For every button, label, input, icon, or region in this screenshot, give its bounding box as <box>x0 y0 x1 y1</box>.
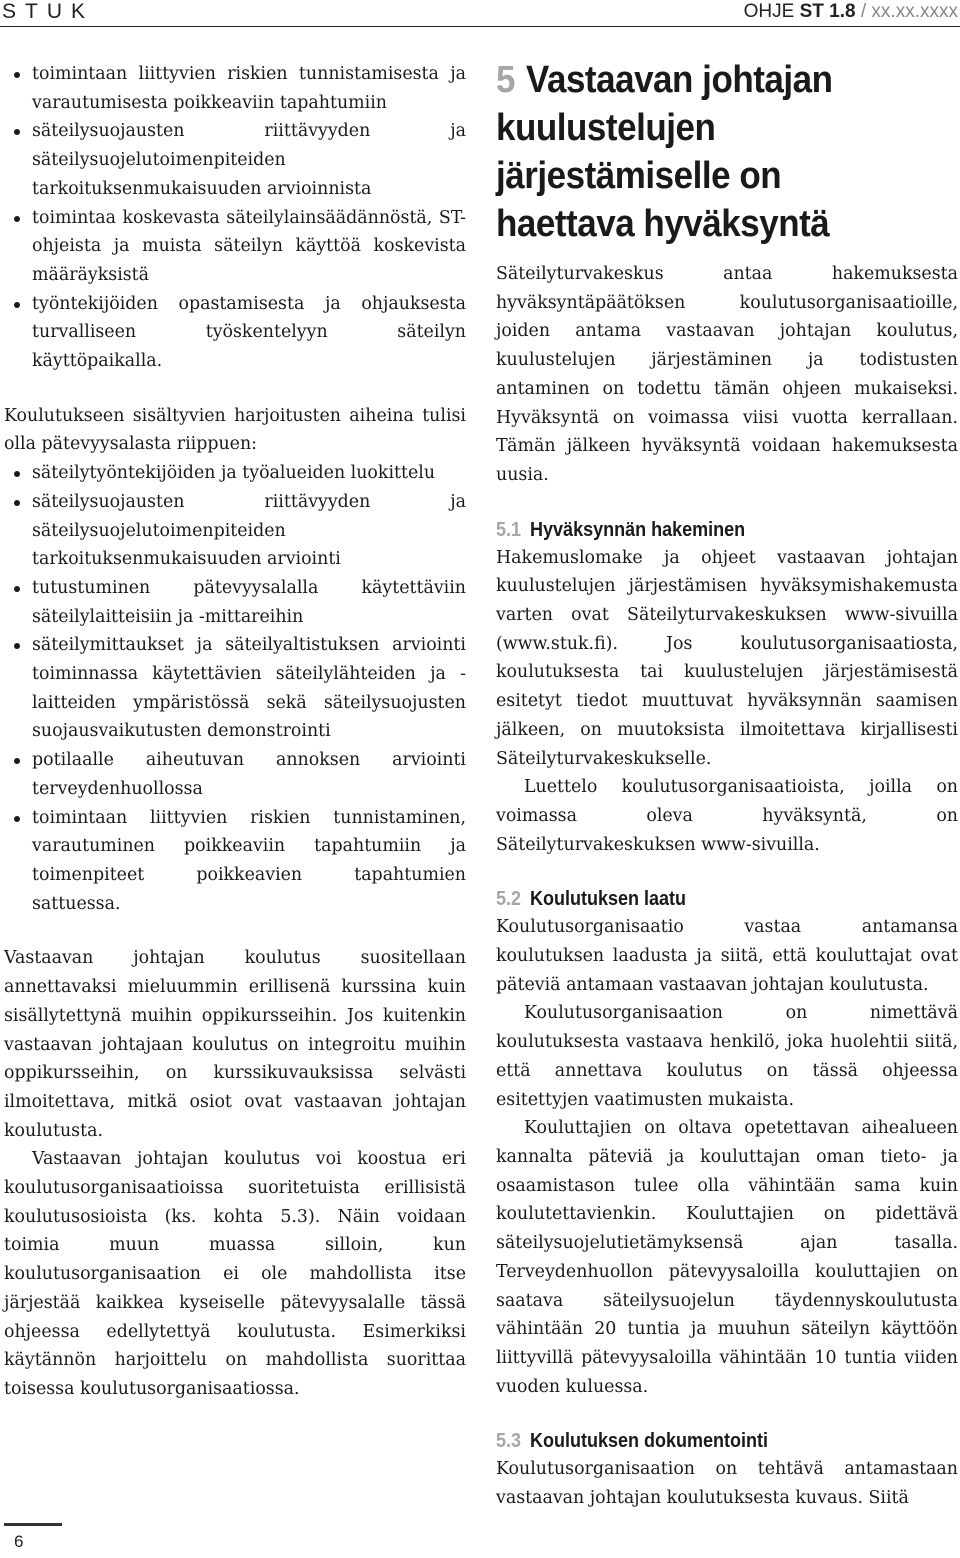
subsection-number: 5.2 <box>496 888 522 911</box>
subsection-title: Hyväksynnän hakeminen <box>530 518 746 541</box>
bullet-icon <box>14 500 20 506</box>
body-paragraph: Kouluttajien on oltava opetettavan aihealueen kannalta päteviä ja kouluttajan oman tieto- ja osaamistason tulee olla vähintään sama kuin koulutettavienkin. Kouluttajien on pidettävä säteilysuojelutietämyksensä ajan tasalla. Terveydenhuollon pätevyysaloilla kouluttajien on saatava säteilysuojelun täydennyskoulutusta vähintään 20 tuntia ja muuhun säteilyn käyttöön liittyvillä pätevyysaloilla vähintään 10 tuntia viiden vuoden kuluessa. <box>496 1118 958 1397</box>
body-paragraph: Vastaavan johtajan koulutus suositellaan annettavaksi mieluummin erillisenä kurssina kuin sisällytettynä muihin oppikursseihin. Jos kuitenkin vastaavan johtajaan koulutus on integroitu muihin oppikursseihin, on kurssikuvauksissa selvästi ilmoitettava, mitkä osiot ovat vastaavan johtajan koulutusta. <box>4 948 466 1141</box>
page-header <box>0 0 960 28</box>
bullet-icon <box>14 302 20 308</box>
bullet-icon <box>14 129 20 135</box>
right-column <box>496 60 958 1513</box>
body-paragraph: Luettelo koulutusorganisaatioista, joilla on voimassa oleva hyväksyntä, on Säteilyturvakeskuksen www-sivuilla. <box>496 777 958 855</box>
header-rule <box>0 26 960 27</box>
body-paragraph: Vastaavan johtajan koulutus voi koostua eri koulutusorganisaatioissa suoritetuista erillisistä koulutusosioista (ks. kohta 5.3). Näin voidaan toimia muun muassa silloin, kun koulutusorganisaation ei ole mahdollista itse järjestää kaikkea kyseiselle pätevyysalalle tässä ohjeessa edellytettyä koulutusta. Esimerkiksi käytännön harjoittelu on mahdollista suorittaa toisessa koulutusorganisaatiossa. <box>4 1149 466 1399</box>
exercises-intro: Koulutukseen sisältyvien harjoitusten aiheina tulisi olla pätevyysalasta riippuen: <box>4 405 466 455</box>
list-item: toimintaa koskevasta säteilylainsäädännöstä, ST-ohjeista ja muista säteilyn käyttöä koskevista määräyksistä <box>4 204 466 290</box>
bullet-icon <box>14 758 20 764</box>
bullet-icon <box>14 216 20 222</box>
body-paragraph: Koulutusorganisaation on nimettävä koulutuksesta vastaava henkilö, joka huolehtii siitä, että annettava koulutus on tässä ohjeessa esitettyjen vaatimusten mukaista. <box>496 1003 958 1110</box>
subsection-heading <box>496 1427 912 1455</box>
subsection-title: Koulutuksen laatu <box>530 888 687 911</box>
subsection-number: 5.3 <box>496 1430 522 1453</box>
list-item: tutustuminen pätevyysalalla käytettäviin säteilylaitteisiin ja -mittareihin <box>4 574 466 631</box>
page-number: 6 <box>14 1532 24 1551</box>
body-paragraph: Koulutusorganisaatio vastaa antamansa koulutuksen laadusta ja siitä, että kouluttajat ovat päteviä antamaan vastaavan johtajan koulutusta. <box>496 917 958 995</box>
body-paragraph: Hakemuslomake ja ohjeet vastaavan johtajan kuulustelujen järjestämisen hyväksymishakemusta varten ovat Säteilyturvakeskuksen www-sivuilla (www.stuk.fi). Jos koulutusorganisaatiosta, koulutuksesta tai kuulustelujen järjestämisestä esitetyt tiedot muuttuvat hyväksynnän saamisen jälkeen, on muutoksista ilmoitettava kirjallisesti Säteilyturvakeskukselle. <box>496 547 958 769</box>
guide-date: / xx.xx.xxxx <box>860 1 958 22</box>
bullet-icon <box>14 72 20 78</box>
subsection-heading <box>496 516 912 544</box>
list-item: toimintaan liittyvien riskien tunnistaminen, varautuminen poikkeaviin tapahtumiin ja toimenpiteet poikkeavien tapahtumien sattuessa. <box>4 804 466 919</box>
subsection-heading <box>496 885 912 913</box>
list-item: potilaalle aiheutuvan annoksen arviointi terveydenhuollossa <box>4 746 466 803</box>
body-paragraph: Koulutusorganisaation on tehtävä antamastaan vastaavan johtajan koulutuksesta kuvaus. Siitä <box>496 1459 958 1509</box>
bullet-icon <box>14 643 20 649</box>
org-name: STUK <box>2 0 95 23</box>
list-item: säteilytyöntekijöiden ja työalueiden luokittelu <box>4 459 466 488</box>
exercises-list <box>4 459 466 918</box>
topics-list <box>4 60 466 376</box>
guide-id <box>744 1 958 23</box>
guide-prefix: OHJE <box>743 1 795 22</box>
subsection-number: 5.1 <box>496 518 522 541</box>
body-paragraph: Säteilyturvakeskus antaa hakemuksesta hyväksyntäpäätöksen koulutusorganisaatioille, joiden antama vastaavan johtajan koulutus, kuulustelujen järjestäminen ja todistusten antaminen on todettu tämän ohjeen mukaiseksi. Hyväksyntä on voimassa viisi vuotta kerrallaan. Tämän jälkeen hyväksyntä voidaan hakemuksesta uusia. <box>496 264 958 485</box>
section-title: Vastaavan johtajan kuulustelujen järjestämiselle on haettava hyväksyntä <box>496 59 833 245</box>
section-heading <box>496 56 921 248</box>
bullet-icon <box>14 586 20 592</box>
subsection-title: Koulutuksen dokumentointi <box>530 1430 769 1453</box>
footer-rule <box>4 1523 62 1526</box>
list-item: työntekijöiden opastamisesta ja ohjauksesta turvalliseen työskentelyyn säteilyn käyttöpaikalla. <box>4 290 466 376</box>
list-item: säteilymittaukset ja säteilyaltistuksen arviointi toiminnassa käytettävien säteilylähteiden ja -laitteiden ympäristössä sekä säteilysuojusten suojausvaikutusten demonstrointi <box>4 631 466 746</box>
guide-number: ST 1.8 <box>799 1 856 22</box>
bullet-icon <box>14 471 20 477</box>
list-item: säteilysuojausten riittävyyden ja säteilysuojelutoimenpiteiden tarkoituksenmukaisuuden arviointi <box>4 488 466 574</box>
list-item: säteilysuojausten riittävyyden ja säteilysuojelutoimenpiteiden tarkoituksenmukaisuuden arvioinnista <box>4 117 466 203</box>
left-column <box>4 60 466 1404</box>
bullet-icon <box>14 816 20 822</box>
list-item: toimintaan liittyvien riskien tunnistamisesta ja varautumisesta poikkeaviin tapahtumiin <box>4 60 466 117</box>
section-number: 5 <box>496 59 515 101</box>
